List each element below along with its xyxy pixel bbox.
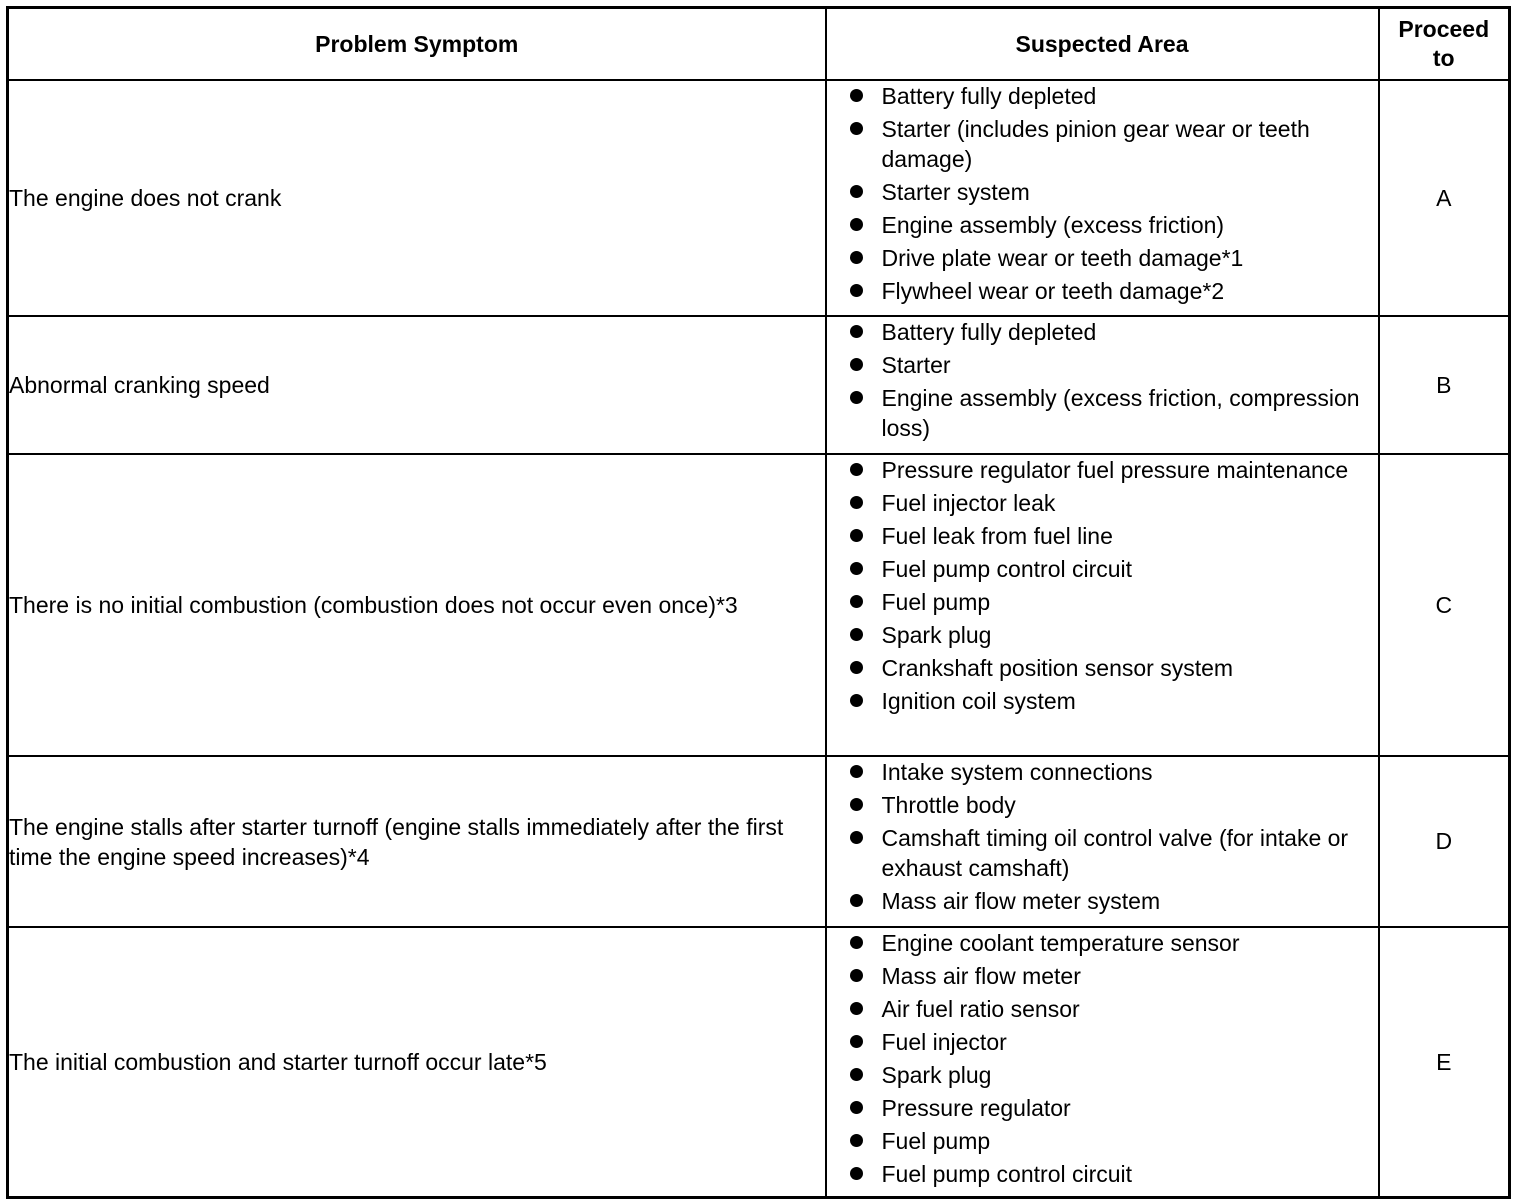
list-item: Intake system connections — [827, 757, 1378, 787]
proceed-cell: D — [1379, 756, 1510, 927]
suspected-area-cell — [826, 316, 1379, 454]
list-item: Fuel pump — [827, 1126, 1378, 1156]
list-item: Camshaft timing oil control valve (for intake or exhaust camshaft) — [827, 823, 1378, 883]
list-item: Fuel pump control circuit — [827, 1159, 1378, 1189]
symptom-cell: Abnormal cranking speed — [8, 316, 826, 454]
table-row — [8, 756, 1510, 927]
header-proceed-to — [1379, 8, 1510, 81]
suspected-area-list — [827, 317, 1378, 443]
list-item: Battery fully depleted — [827, 81, 1378, 111]
proceed-cell: B — [1379, 316, 1510, 454]
list-item: Engine coolant temperature sensor — [827, 928, 1378, 958]
table-row — [8, 454, 1510, 756]
list-item: Battery fully depleted — [827, 317, 1378, 347]
header-row — [8, 8, 1510, 81]
header-suspected-area: Suspected Area — [826, 8, 1379, 81]
suspected-area-cell — [826, 454, 1379, 756]
list-item: Flywheel wear or teeth damage*2 — [827, 276, 1378, 306]
list-item: Starter (includes pinion gear wear or teeth damage) — [827, 114, 1378, 174]
list-item: Engine assembly (excess friction) — [827, 210, 1378, 240]
symptom-cell: There is no initial combustion (combustion does not occur even once)*3 — [8, 454, 826, 756]
suspected-area-cell — [826, 927, 1379, 1198]
list-item: Fuel injector leak — [827, 488, 1378, 518]
list-item: Fuel leak from fuel line — [827, 521, 1378, 551]
list-item: Fuel pump control circuit — [827, 554, 1378, 584]
suspected-area-cell — [826, 80, 1379, 316]
suspected-area-list — [827, 928, 1378, 1189]
header-problem-symptom: Problem Symptom — [8, 8, 826, 81]
suspected-area-list — [827, 81, 1378, 306]
list-item: Starter system — [827, 177, 1378, 207]
proceed-cell: A — [1379, 80, 1510, 316]
list-item: Air fuel ratio sensor — [827, 994, 1378, 1024]
header-proceed-line1: Proceed — [1398, 16, 1490, 42]
table-row — [8, 927, 1510, 1198]
symptom-cell: The engine stalls after starter turnoff (engine stalls immediately after the first time the engine speed increases)*4 — [8, 756, 826, 927]
list-item: Crankshaft position sensor system — [827, 653, 1378, 683]
list-item: Drive plate wear or teeth damage*1 — [827, 243, 1378, 273]
suspected-area-list — [827, 455, 1378, 716]
list-item: Mass air flow meter system — [827, 886, 1378, 916]
list-item: Fuel pump — [827, 587, 1378, 617]
list-item: Mass air flow meter — [827, 961, 1378, 991]
list-item: Engine assembly (excess friction, compression loss) — [827, 383, 1378, 443]
proceed-cell: E — [1379, 927, 1510, 1198]
proceed-cell: C — [1379, 454, 1510, 756]
table-row — [8, 80, 1510, 316]
list-item: Fuel injector — [827, 1027, 1378, 1057]
header-proceed-line2: to — [1432, 45, 1455, 71]
suspected-area-cell — [826, 756, 1379, 927]
list-item: Starter — [827, 350, 1378, 380]
list-item: Spark plug — [827, 620, 1378, 650]
list-item: Ignition coil system — [827, 686, 1378, 716]
symptom-cell: The engine does not crank — [8, 80, 826, 316]
list-item: Pressure regulator — [827, 1093, 1378, 1123]
list-item: Pressure regulator fuel pressure maintenance — [827, 455, 1378, 485]
list-item: Throttle body — [827, 790, 1378, 820]
diagnosis-table — [6, 6, 1511, 1199]
list-item: Spark plug — [827, 1060, 1378, 1090]
symptom-cell: The initial combustion and starter turnoff occur late*5 — [8, 927, 826, 1198]
table-row — [8, 316, 1510, 454]
suspected-area-list — [827, 757, 1378, 916]
